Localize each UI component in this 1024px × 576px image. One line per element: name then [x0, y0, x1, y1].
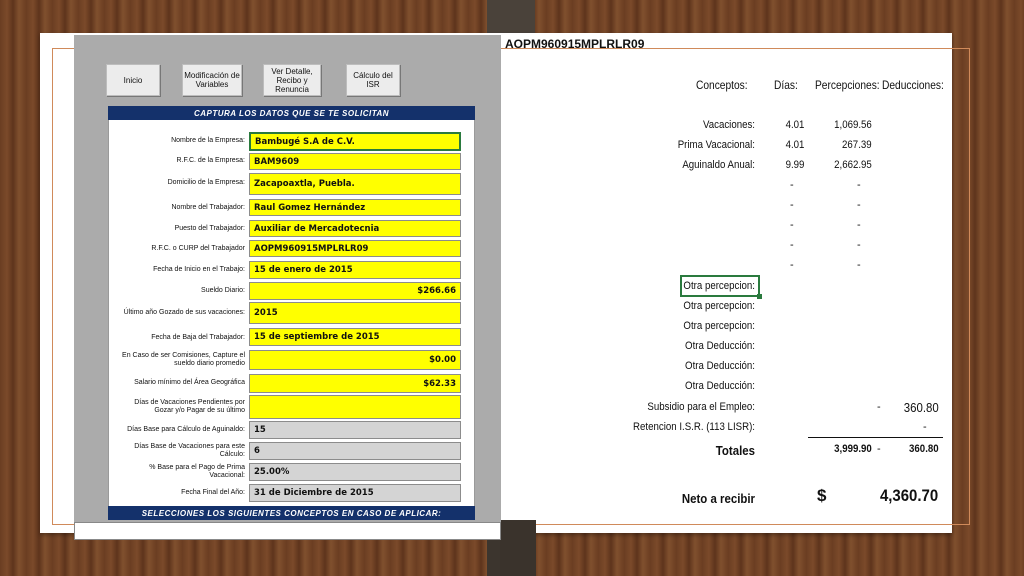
subsidio-label: Subsidio para el Empleo: [647, 401, 755, 413]
empresa-rfc-field[interactable]: BAM9609 [249, 153, 461, 170]
trabajador-puesto-field[interactable]: Auxiliar de Mercadotecnia [249, 220, 461, 237]
otra-deduccion-label[interactable]: Otra Deducción: [685, 340, 755, 352]
totales-dash: - [877, 443, 881, 455]
neto-label: Neto a recibir [681, 491, 755, 506]
comisiones-field[interactable]: $0.00 [249, 350, 461, 370]
field-label: Fecha Final del Año: [181, 489, 245, 496]
sueldo-diario-field[interactable]: $266.66 [249, 282, 461, 300]
retencion-label: Retencion I.S.R. (113 LISR): [633, 421, 755, 433]
neto-currency: $ [817, 486, 827, 505]
ver-detalle-button[interactable]: Ver Detalle, Recibo y Renuncia [263, 64, 321, 96]
empresa-nombre-field[interactable]: Bambugé S.A de C.V. [249, 132, 461, 151]
empty-dash: - [790, 179, 794, 191]
totales-percepciones: 3,999.90 [834, 443, 872, 455]
field-label: Días de Vacaciones Pendientes por Gozar y/o Pagar de su último [134, 399, 245, 414]
fecha-inicio-field[interactable]: 15 de enero de 2015 [249, 261, 461, 279]
empty-dash: - [857, 199, 861, 211]
fecha-baja-field[interactable]: 15 de septiembre de 2015 [249, 328, 461, 346]
field-label: Fecha de Inicio en el Trabajo: [153, 266, 245, 273]
receipt-title: AOPM960915MPLRLR09 [505, 37, 645, 51]
empty-dash: - [790, 259, 794, 271]
otra-deduccion-label[interactable]: Otra Deducción: [685, 380, 755, 392]
otra-percepcion-label[interactable]: Otra percepcion: [683, 300, 755, 312]
header-conceptos: Conceptos: [696, 78, 748, 92]
empty-dash: - [790, 199, 794, 211]
formula-bar[interactable] [74, 522, 501, 540]
subsidio-dash: - [877, 401, 881, 413]
otra-percepcion-label[interactable]: Otra percepcion: [683, 320, 755, 332]
totales-deducciones: 360.80 [909, 443, 939, 455]
prima-porcentaje-field[interactable]: 25.00% [249, 463, 461, 481]
field-label: R.F.C. o CURP del Trabajador [151, 245, 245, 252]
fill-handle[interactable] [757, 294, 762, 299]
dias-value: 4.01 [785, 119, 804, 131]
field-label: En Caso de ser Comisiones, Capture el sueldo diario promedio [122, 352, 245, 367]
dias-value: 4.01 [785, 139, 804, 151]
empty-dash: - [790, 239, 794, 251]
dias-value: 9.99 [785, 159, 804, 171]
field-label: Puesto del Trabajador: [174, 225, 245, 232]
calculo-isr-button[interactable]: Cálculo del ISR [346, 64, 400, 96]
empty-dash: - [857, 239, 861, 251]
percepcion-value: 267.39 [842, 139, 872, 151]
field-label: Nombre de la Empresa: [171, 137, 245, 144]
field-label: Último año Gozado de sus vacaciones: [123, 309, 245, 316]
modificacion-variables-button[interactable]: Modificación de Variables [182, 64, 242, 96]
field-label: % Base para el Pago de Prima Vacacional: [149, 464, 245, 479]
totales-label: Totales [715, 443, 755, 458]
ultimo-anio-field[interactable]: 2015 [249, 302, 461, 324]
field-label: Días Base para Cálculo de Aguinaldo: [127, 426, 245, 433]
retencion-dash: - [923, 421, 927, 433]
empresa-domicilio-field[interactable]: Zacapoaxtla, Puebla. [249, 173, 461, 195]
field-label: Domicilio de la Empresa: [167, 179, 245, 186]
trabajador-rfc-field[interactable]: AOPM960915MPLRLR09 [249, 240, 461, 257]
inicio-button[interactable]: Inicio [106, 64, 160, 96]
wood-post-bottom [500, 520, 536, 576]
fecha-final-field[interactable]: 31 de Diciembre de 2015 [249, 484, 461, 502]
concepto-label: Vacaciones: [702, 119, 755, 131]
field-label: Salario mínimo del Área Geográfica [134, 379, 245, 386]
concepto-label: Aguinaldo Anual: [682, 159, 755, 171]
empty-dash: - [857, 219, 861, 231]
subsidio-value: 360.80 [904, 400, 939, 415]
trabajador-nombre-field[interactable]: Raul Gomez Hernández [249, 199, 461, 216]
field-label: Nombre del Trabajador: [171, 204, 245, 211]
percepcion-value: 2,662.95 [834, 159, 872, 171]
field-label: Fecha de Baja del Trabajador: [151, 334, 245, 341]
dias-pendientes-field[interactable] [249, 395, 461, 419]
otra-deduccion-label[interactable]: Otra Deducción: [685, 360, 755, 372]
percepcion-value: 1,069.56 [834, 119, 872, 131]
field-label: Días Base de Vacaciones para este Cálculo: [134, 443, 245, 458]
otra-percepcion-label[interactable]: Otra percepcion: [683, 280, 755, 292]
salario-minimo-field[interactable]: $62.33 [249, 374, 461, 393]
totals-divider [808, 437, 943, 438]
concepto-label: Prima Vacacional: [677, 139, 755, 151]
empty-dash: - [790, 219, 794, 231]
form-header: CAPTURA LOS DATOS QUE SE TE SOLICITAN [108, 106, 475, 120]
empty-dash: - [857, 259, 861, 271]
form-footer: SELECCIONES LOS SIGUIENTES CONCEPTOS EN CASO DE APLICAR: [108, 506, 475, 520]
wood-post-top [487, 0, 535, 33]
dias-aguinaldo-field[interactable]: 15 [249, 421, 461, 439]
header-percepciones: Percepciones: [815, 78, 880, 92]
field-label: Sueldo Diario: [201, 287, 245, 294]
empty-dash: - [857, 179, 861, 191]
field-label: R.F.C. de la Empresa: [176, 157, 245, 164]
neto-value: 4,360.70 [879, 486, 938, 505]
header-deducciones: Deducciones: [882, 78, 944, 92]
header-dias: Días: [774, 78, 798, 92]
dias-vacaciones-field[interactable]: 6 [249, 442, 461, 460]
